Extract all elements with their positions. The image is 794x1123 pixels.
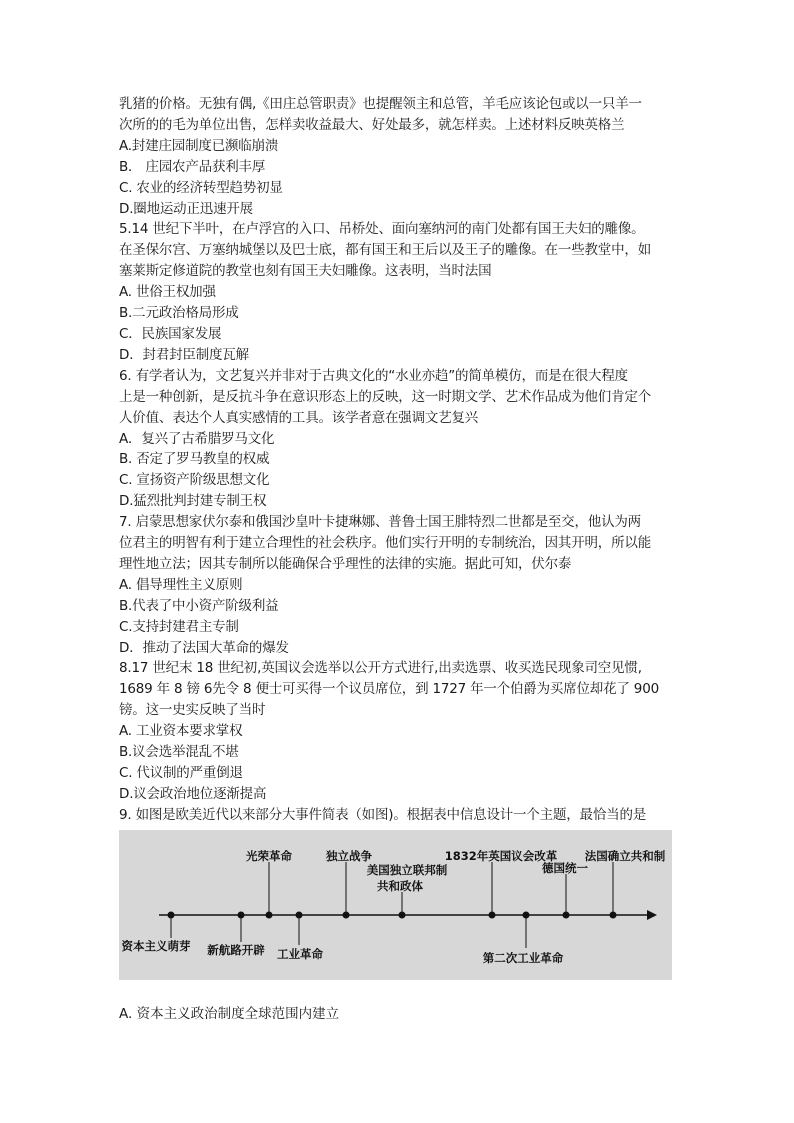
event-dot — [489, 912, 496, 919]
option-b: B.代表了中小资产阶级利益 — [119, 597, 279, 614]
question-6-stem: 6. 有学者认为，文艺复兴并非对于古典文化的“水业亦趋”的简单模仿，而是在很大程度 — [119, 367, 628, 384]
event-dot — [266, 912, 273, 919]
label-capitalism-sprouts: 资本主义萌芽 — [121, 939, 191, 953]
q9-option-a: A. 资本主义政治制度全球范围内建立 — [119, 1005, 340, 1022]
option-c: C．民族国家发展 — [119, 325, 222, 342]
option-c: C. 宣扬资产阶级思想文化 — [119, 472, 270, 489]
question-6-stem: 上是一种创新，是反抗斗争在意识形态上的反映，这一时期文学、艺术作品成为他们肯定个 — [119, 388, 651, 405]
option-b: B.二元政治格局形成 — [119, 305, 239, 322]
label-glorious-revolution: 光荣革命 — [246, 849, 292, 863]
label-german-unification: 德国统一 — [542, 861, 588, 875]
option-d: D．推动了法国大革命的爆发 — [119, 639, 289, 656]
option-d: D.议会政治地位逐渐提高 — [119, 785, 267, 802]
label-independence-war: 独立战争 — [326, 849, 372, 863]
question-8-stem: 1689 年 8 镑 6先令 8 便士可买得一个议员席位，到 1727 年一个伯爵为买席位却花了 900 — [119, 681, 659, 698]
option-a: A. 工业资本要求掌权 — [119, 723, 243, 740]
option-a: A.封建庄园制度已濒临崩溃 — [119, 137, 279, 154]
question-6-stem: 人价值、表达个人真实感情的工具。该学者意在强调文艺复兴 — [119, 409, 479, 426]
question-text-block — [119, 94, 675, 826]
option-c: C. 农业的经济转型趋势初显 — [119, 179, 283, 196]
timeline-arrowhead — [647, 910, 657, 920]
option-d: D.圈地运动正迅速开展 — [119, 200, 253, 217]
question-5-stem: 塞莱斯定修道院的教堂也刻有国王夫妇雕像。这表明，当时法国 — [119, 263, 492, 280]
label-republic-govt: 共和政体 — [377, 879, 423, 893]
option-b: B． 庄园农产品获利丰厚 — [119, 158, 266, 175]
text-line: 次所的的毛为单位出售，怎样卖收益最大、好处最多，就怎样卖。上述材料反映英格兰 — [119, 116, 625, 133]
question-8-stem: 8.17 世纪末 18 世纪初,英国议会选举以公开方式进行,出卖选票、收买选民现象司空见惯, — [119, 660, 642, 677]
option-d: D.猛烈批判封建专制王权 — [119, 493, 267, 510]
option-a: A. 世俗王权加强 — [119, 284, 216, 301]
question-7-stem: 理性地立法；因其专制所以能确保合乎理性的法律的实施。据此可知，伏尔泰 — [119, 555, 572, 572]
option-c: C.支持封建君主专制 — [119, 618, 239, 635]
label-french-republic: 法国确立共和制 — [584, 849, 666, 863]
label-1832-reform: 1832年英国议会改革 — [444, 849, 558, 863]
label-second-industrial-revolution: 第二次工业革命 — [482, 951, 564, 965]
label-industrial-revolution: 工业革命 — [277, 947, 323, 961]
question-9-stem: 9. 如图是欧美近代以来部分大事件简表（如图)。根据表中信息设计一个主题，最恰当的是 — [119, 806, 647, 823]
question-5-stem: 5.14 世纪下半叶，在卢浮宫的入口、吊桥处、面向塞纳河的南门处都有国王夫妇的雕像。 — [119, 221, 645, 238]
option-d: D．封君封臣制度瓦解 — [119, 346, 249, 363]
option-c: C. 代议制的严重倒退 — [119, 765, 243, 781]
event-dot — [563, 912, 570, 919]
event-dot — [296, 912, 303, 919]
option-a: A．复兴了古希腊罗马文化 — [119, 430, 275, 447]
event-dot — [168, 912, 175, 919]
question-5-stem: 在圣保尔宫、万塞纳城堡以及巴士底，都有国王和王后以及王子的雕像。在一些教堂中，如 — [119, 242, 651, 259]
timeline-figure — [119, 830, 672, 980]
event-dot — [610, 912, 617, 919]
label-new-routes: 新航路开辟 — [207, 943, 265, 957]
question-8-stem: 镑。这一史实反映了当时 — [119, 702, 266, 719]
text-line: 乳猪的价格。无独有偶,《田庄总管职责》也提醒领主和总管，羊毛应该论包或以一只羊一 — [119, 96, 642, 112]
event-dot — [343, 912, 350, 919]
option-b: B.议会选举混乱不堪 — [119, 744, 239, 761]
event-dot — [523, 912, 530, 919]
option-a: A. 倡导理性主义原则 — [119, 576, 243, 593]
event-dot — [238, 912, 245, 919]
question-7-stem: 位君主的明智有利于建立合理性的社会秩序。他们实行开明的专制统治，因其开明，所以能 — [119, 535, 651, 552]
label-us-federal: 美国独立联邦制 — [366, 863, 448, 877]
question-7-stem: 7. 启蒙思想家伏尔泰和俄国沙皇叶卡捷琳娜、普鲁士国王腓特烈二世都是至交，他认为两 — [119, 514, 641, 531]
option-b: B. 否定了罗马教皇的权威 — [119, 451, 270, 468]
timeline-svg — [119, 830, 672, 980]
event-dot — [399, 912, 406, 919]
